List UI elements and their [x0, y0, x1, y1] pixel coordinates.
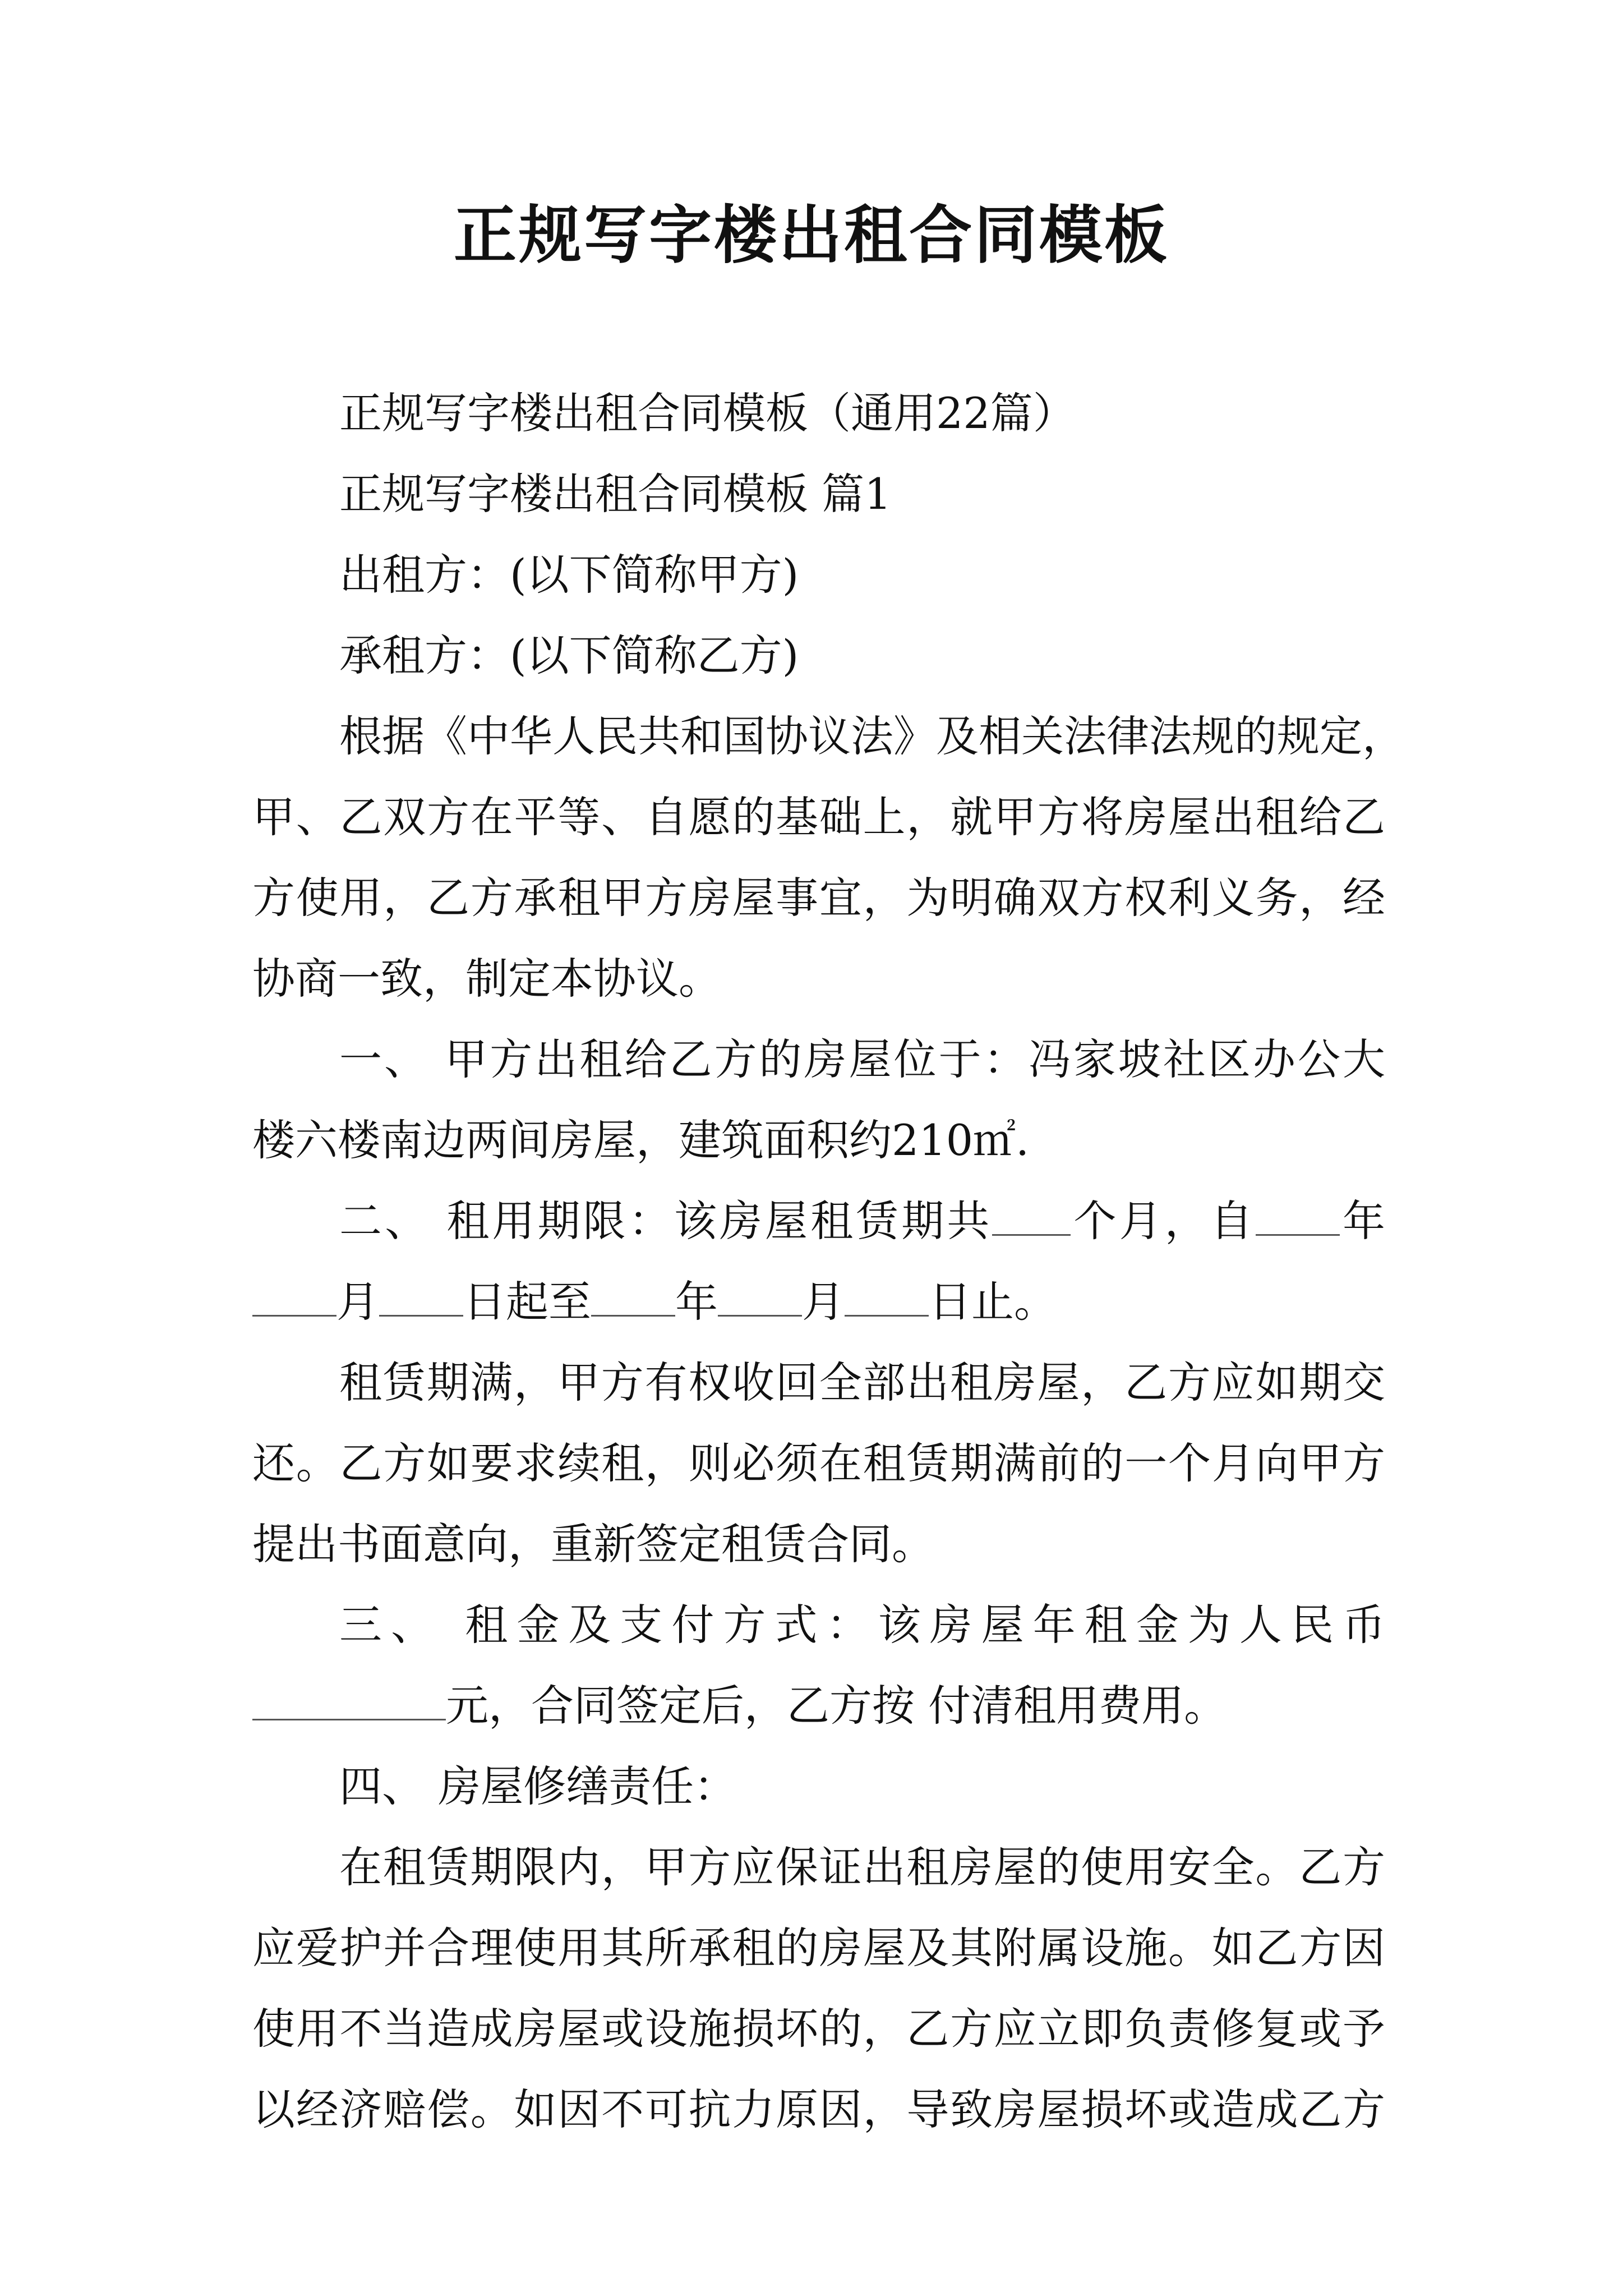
clause-3-text: 元，合同签定后，乙方按 付清租用费用。	[446, 1681, 1227, 1731]
clause-2-text: 年	[1339, 1196, 1385, 1246]
clause-1-line: 楼六楼南边两间房屋，建筑面积约210㎡.	[252, 1115, 1030, 1165]
start-year-blank	[1256, 1198, 1340, 1236]
rent-amount-blank	[252, 1683, 446, 1720]
paragraph-line: 还。乙方如要求续租，则必须在租赁期满前的一个月向甲方	[252, 1438, 1385, 1488]
paragraph-line: 使用不当造成房屋或设施损坏的，乙方应立即负责修复或予	[252, 2004, 1385, 2054]
paragraph-line: 在租赁期限内，甲方应保证出租房屋的使用安全。乙方	[339, 1842, 1385, 1892]
clause-2-text: 日起至	[463, 1277, 591, 1327]
paragraph-line: 应爱护并合理使用其所承租的房屋及其附属设施。如乙方因	[252, 1923, 1385, 1973]
clause-2-line	[252, 1181, 1385, 1262]
clause-1-line: 一、 甲方出租给乙方的房屋位于：冯家坡社区办公大	[339, 1034, 1385, 1084]
paragraph-line: 方使用，乙方承租甲方房屋事宜，为明确双方权利义务，经	[252, 873, 1385, 923]
clause-2-text: 月	[336, 1277, 379, 1327]
paragraph-line: 甲、乙双方在平等、自愿的基础上，就甲方将房屋出租给乙	[252, 792, 1385, 842]
clause-3-line: 三、 租金及支付方式：该房屋年租金为人民币	[339, 1600, 1385, 1650]
start-day-blank	[379, 1279, 463, 1317]
end-day-blank	[845, 1279, 929, 1317]
document-body	[252, 373, 1405, 2150]
months-blank	[992, 1198, 1071, 1236]
section-heading: 正规写字楼出租合同模板 篇1	[339, 469, 892, 519]
doc-subtitle: 正规写字楼出租合同模板（通用22篇）	[339, 388, 1076, 438]
lessor-line: 出租方：(以下简称甲方)	[339, 550, 799, 600]
paragraph-line: 协商一致，制定本协议。	[252, 954, 721, 1004]
document-title: 正规写字楼出租合同模板	[454, 199, 1169, 272]
end-year-blank	[591, 1279, 675, 1317]
end-month-blank	[718, 1279, 802, 1317]
paragraph-line: 以经济赔偿。如因不可抗力原因，导致房屋损坏或造成乙方	[252, 2085, 1385, 2134]
clause-2-text: 个月，自	[1071, 1196, 1256, 1246]
paragraph-line: 提出书面意向，重新签定租赁合同。	[252, 1519, 934, 1569]
clause-2-text: 年	[675, 1277, 718, 1327]
paragraph-line: 租赁期满，甲方有权收回全部出租房屋，乙方应如期交	[339, 1358, 1385, 1407]
clause-2-text: 月	[802, 1277, 845, 1327]
clause-2-text: 日止。	[929, 1277, 1057, 1327]
clause-4-heading: 四、 房屋修缮责任：	[339, 1761, 737, 1811]
paragraph-line: 根据《中华人民共和国协议法》及相关法律法规的规定，	[339, 711, 1405, 761]
clause-3-line	[252, 1665, 1385, 1746]
clause-2-text: 二、 租用期限：该房屋租赁期共	[339, 1196, 993, 1246]
start-month-blank	[252, 1279, 336, 1317]
clause-2-line	[252, 1262, 1385, 1342]
lessee-line: 承租方：(以下简称乙方)	[339, 631, 799, 680]
